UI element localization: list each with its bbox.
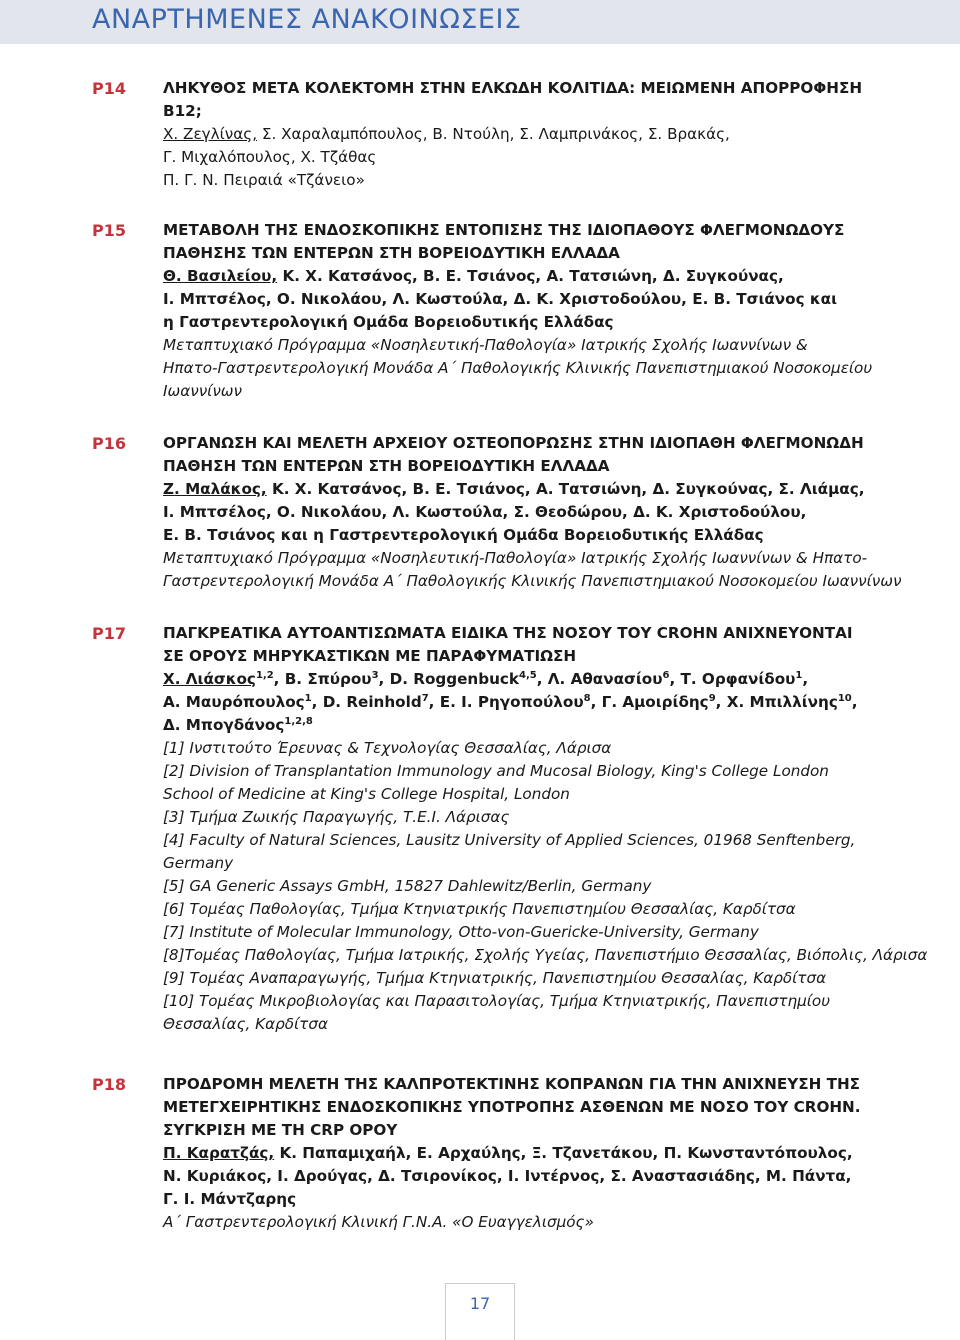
affiliation-line: [2] Division of Transplantation Immunology and Mucosal Biology, King's College London bbox=[163, 762, 829, 780]
abstract-body bbox=[163, 622, 933, 1036]
affiliation-line: [7] Institute of Molecular Immunology, Otto-von-Guericke-University, Germany bbox=[163, 923, 759, 941]
title-line: ΣΕ ΟΡΟΥΣ ΜΗΡΥΚΑΣΤΙΚΩΝ ΜΕ ΠΑΡΑΦΥΜΑΤΙΩΣΗ bbox=[163, 647, 577, 665]
author-line: Γ. Ι. Μάντζαρης bbox=[163, 1190, 297, 1208]
author-line: Ι. Μπτσέλος, Ο. Νικολάου, Λ. Κωστούλα, Δ. Κ. Χριστοδούλου, Ε. Β. Τσιάνος και bbox=[163, 290, 838, 308]
affiliation bbox=[163, 547, 933, 593]
abstract-title bbox=[163, 432, 933, 478]
presenting-author: Θ. Βασιλείου, bbox=[163, 267, 278, 285]
title-line: ΟΡΓΑΝΩΣΗ ΚΑΙ ΜΕΛΕΤΗ ΑΡΧΕΙΟΥ ΟΣΤΕΟΠΟΡΩΣΗΣ ΣΤΗΝ ΙΔΙΟΠΑΘΗ ΦΛΕΓΜΟΝΩΔΗ bbox=[163, 434, 864, 452]
author-superscript: 9 bbox=[708, 693, 716, 704]
author-name: , Β. Σπύρου bbox=[273, 670, 372, 688]
title-line: ΠΑΓΚΡΕΑΤΙΚΑ ΑΥΤΟΑΝΤΙΣΩΜΑΤΑ ΕΙΔΙΚΑ ΤΗΣ ΝΟΣΟΥ ΤΟΥ CROHN ΑΝΙΧΝΕΥΟΝΤΑΙ bbox=[163, 624, 853, 642]
author-superscript: 1 bbox=[304, 693, 312, 704]
author-list bbox=[163, 123, 933, 169]
author-superscript: 3 bbox=[371, 670, 379, 681]
author-superscript: 1,2,8 bbox=[284, 716, 313, 727]
author-line: Γ. Μιχαλόπουλος, Χ. Τζάθας bbox=[163, 148, 377, 166]
title-line: ΠΡΟΔΡΟΜΗ ΜΕΛΕΤΗ ΤΗΣ ΚΑΛΠΡΟΤΕΚΤΙΝΗΣ ΚΟΠΡΑΝΩΝ ΓΙΑ ΤΗΝ ΑΝΙΧΝΕΥΣΗ ΤΗΣ bbox=[163, 1075, 861, 1093]
affiliation-line: Ηπατο-Γαστρεντερολογική Μονάδα Α΄ Παθολογικής Κλινικής Πανεπιστημιακού Νοσοκομείου bbox=[163, 359, 873, 377]
abstract-body bbox=[163, 219, 933, 403]
presenting-author: Ζ. Μαλάκος, bbox=[163, 480, 267, 498]
title-line: ΠΑΘΗΣΗΣ ΤΩΝ ΕΝΤΕΡΩΝ ΣΤΗ ΒΟΡΕΙΟΔΥΤΙΚΗ ΕΛΛΑΔΑ bbox=[163, 244, 620, 262]
abstract-code: P15 bbox=[92, 221, 126, 240]
affiliation-line: [3] Τμήμα Ζωικής Παραγωγής, Τ.Ε.Ι. Λάρισας bbox=[163, 808, 510, 826]
title-line: ΜΕΤΑΒΟΛΗ ΤΗΣ ΕΝΔΟΣΚΟΠΙΚΗΣ ΕΝΤΟΠΙΣΗΣ ΤΗΣ ΙΔΙΟΠΑΘΟΥΣ ΦΛΕΓΜΟΝΩΔΟΥΣ bbox=[163, 221, 845, 239]
affiliation-line: Ιωαννίνων bbox=[163, 382, 243, 400]
author-superscript: 4,5 bbox=[519, 670, 537, 681]
author-list bbox=[163, 1142, 933, 1211]
affiliation bbox=[163, 334, 933, 403]
abstract-title bbox=[163, 219, 933, 265]
author-list bbox=[163, 265, 933, 334]
author-superscript: 1 bbox=[795, 670, 803, 681]
affiliation-list bbox=[163, 737, 933, 1036]
author-line: Ι. Μπτσέλος, Ο. Νικολάου, Λ. Κωστούλα, Σ. Θεοδώρου, Δ. Κ. Χριστοδούλου, bbox=[163, 503, 807, 521]
affiliation: Α΄ Γαστρεντερολογική Κλινική Γ.Ν.Α. «Ο Ευαγγελισμός» bbox=[163, 1213, 594, 1231]
author-names: Κ. Παπαμιχαήλ, Ε. Αρχαύλης, Ξ. Τζανετάκου, Π. Κωνσταντόπουλος, bbox=[274, 1144, 853, 1162]
affiliation-line: Germany bbox=[163, 854, 234, 872]
author-list bbox=[163, 668, 933, 737]
author-separator: , bbox=[851, 693, 858, 711]
author-line bbox=[163, 1142, 933, 1165]
author-name: , Λ. Αθανασίου bbox=[536, 670, 663, 688]
author-line: η Γαστρεντερολογική Ομάδα Βορειοδυτικής Ελλάδας bbox=[163, 313, 614, 331]
abstract-title bbox=[163, 622, 933, 668]
affiliation-line: [4] Faculty of Natural Sciences, Lausitz University of Applied Sciences, 01968 Senftenberg, bbox=[163, 831, 856, 849]
author-names: Κ. Χ. Κατσάνος, Β. Ε. Τσιάνος, Α. Τατσιώνη, Δ. Συγκούνας, bbox=[277, 267, 784, 285]
presenting-author: Π. Καρατζάς, bbox=[163, 1144, 275, 1162]
author-line bbox=[163, 714, 933, 737]
author-name: , D. Roggenbuck bbox=[378, 670, 520, 688]
affiliation-line: Γαστρεντερολογική Μονάδα Α΄ Παθολογικής Κλινικής Πανεπιστημιακού Νοσοκομείου Ιωαννίνων bbox=[163, 572, 902, 590]
author-names: Κ. Χ. Κατσάνος, Β. Ε. Τσιάνος, Α. Τατσιώνη, Δ. Συγκούνας, Σ. Λιάμας, bbox=[266, 480, 865, 498]
affiliation-line: School of Medicine at King's College Hospital, London bbox=[163, 785, 570, 803]
author-name: , Χ. Μπιλλίνης bbox=[715, 693, 838, 711]
author-line: Ν. Κυριάκος, Ι. Δρούγας, Δ. Τσιρονίκος, Ι. Ιντέρνος, Σ. Αναστασιάδης, Μ. Πάντα, bbox=[163, 1167, 852, 1185]
abstract-code: P14 bbox=[92, 79, 126, 98]
author-separator: , bbox=[802, 670, 809, 688]
author-line bbox=[163, 265, 933, 288]
author-superscript: 10 bbox=[837, 693, 852, 704]
author-name: Δ. Μπογδάνος bbox=[163, 716, 285, 734]
author-name: , Ε. Ι. Ρηγοπούλου bbox=[428, 693, 584, 711]
abstract-body bbox=[163, 77, 933, 192]
affiliation-line: Μεταπτυχιακό Πρόγραμμα «Νοσηλευτική-Παθολογία» Ιατρικής Σχολής Ιωαννίνων & Ηπατο- bbox=[163, 549, 868, 567]
presenting-author: Χ. Λιάσκος bbox=[163, 670, 256, 688]
author-superscript: 8 bbox=[583, 693, 591, 704]
author-line bbox=[163, 123, 933, 146]
affiliation-line: [1] Ινστιτούτο Έρευνας & Τεχνολογίας Θεσσαλίας, Λάρισα bbox=[163, 739, 612, 757]
author-superscript: 6 bbox=[662, 670, 670, 681]
author-superscript: 7 bbox=[421, 693, 429, 704]
affiliation-line: [9] Τομέας Αναπαραγωγής, Τμήμα Κτηνιατρικής, Πανεπιστημίου Θεσσαλίας, Καρδίτσα bbox=[163, 969, 827, 987]
author-name: , Γ. Αμοιρίδης bbox=[590, 693, 709, 711]
affiliation-line: Θεσσαλίας, Καρδίτσα bbox=[163, 1015, 328, 1033]
author-line bbox=[163, 478, 933, 501]
title-line: Β12; bbox=[163, 102, 202, 120]
author-name: Α. Μαυρόπουλος bbox=[163, 693, 305, 711]
author-superscript: 1,2 bbox=[255, 670, 274, 681]
author-line bbox=[163, 668, 933, 691]
title-line: ΠΑΘΗΣΗ ΤΩΝ ΕΝΤΕΡΩΝ ΣΤΗ ΒΟΡΕΙΟΔΥΤΙΚΗ ΕΛΛΑΔΑ bbox=[163, 457, 610, 475]
abstract-code: P18 bbox=[92, 1075, 126, 1094]
title-line: ΛΗΚΥΘΟΣ ΜΕΤΑ ΚΟΛΕΚΤΟΜΗ ΣΤΗΝ ΕΛΚΩΔΗ ΚΟΛΙΤΙΔΑ: ΜΕΙΩΜΕΝΗ ΑΠΟΡΡΟΦΗΣΗ bbox=[163, 79, 863, 97]
affiliation-line: [10] Τομέας Μικροβιολογίας και Παρασιτολογίας, Τμήμα Κτηνιατρικής, Πανεπιστημίου bbox=[163, 992, 830, 1010]
author-names: Σ. Χαραλαμπόπουλος, Β. Ντούλη, Σ. Λαμπρινάκος, Σ. Βρακάς, bbox=[257, 125, 730, 143]
author-line: Ε. Β. Τσιάνος και η Γαστρεντερολογική Ομάδα Βορειοδυτικής Ελλάδας bbox=[163, 526, 764, 544]
author-list bbox=[163, 478, 933, 547]
author-name: , D. Reinhold bbox=[311, 693, 422, 711]
page-number-box bbox=[445, 1283, 515, 1340]
page-title: ΑΝΑΡΤΗΜΕΝΕΣ ΑΝΑΚΟΙΝΩΣΕΙΣ bbox=[92, 4, 522, 35]
page-number: 17 bbox=[469, 1294, 491, 1313]
affiliation-line: Μεταπτυχιακό Πρόγραμμα «Νοσηλευτική-Παθολογία» Ιατρικής Σχολής Ιωαννίνων & bbox=[163, 336, 808, 354]
abstract-body bbox=[163, 1073, 933, 1234]
title-line: ΣΥΓΚΡΙΣΗ ΜΕ ΤΗ CRP ΟΡΟΥ bbox=[163, 1121, 398, 1139]
presenting-author: Χ. Ζεγλίνας, bbox=[163, 125, 258, 143]
affiliation-line: [5] GA Generic Assays GmbH, 15827 Dahlewitz/Berlin, Germany bbox=[163, 877, 652, 895]
abstract-title bbox=[163, 1073, 933, 1142]
affiliation-line: [8]Τομέας Παθολογίας, Τμήμα Ιατρικής, Σχολής Υγείας, Πανεπιστήμιο Θεσσαλίας, Βιόπολις, Λάρισα bbox=[163, 946, 928, 964]
abstract-body bbox=[163, 432, 933, 593]
affiliation-line: [6] Τομέας Παθολογίας, Τμήμα Κτηνιατρικής Πανεπιστημίου Θεσσαλίας, Καρδίτσα bbox=[163, 900, 796, 918]
affiliation: Π. Γ. Ν. Πειραιά «Τζάνειο» bbox=[163, 171, 365, 189]
author-line bbox=[163, 691, 933, 714]
author-name: , Τ. Ορφανίδου bbox=[669, 670, 796, 688]
title-line: ΜΕΤΕΓΧΕΙΡΗΤΙΚΗΣ ΕΝΔΟΣΚΟΠΙΚΗΣ ΥΠΟΤΡΟΠΗΣ ΑΣΘΕΝΩΝ ΜΕ ΝΟΣΟ ΤΟΥ CROHN. bbox=[163, 1098, 861, 1116]
abstract-code: P16 bbox=[92, 434, 126, 453]
abstract-title bbox=[163, 77, 933, 123]
abstract-code: P17 bbox=[92, 624, 126, 643]
